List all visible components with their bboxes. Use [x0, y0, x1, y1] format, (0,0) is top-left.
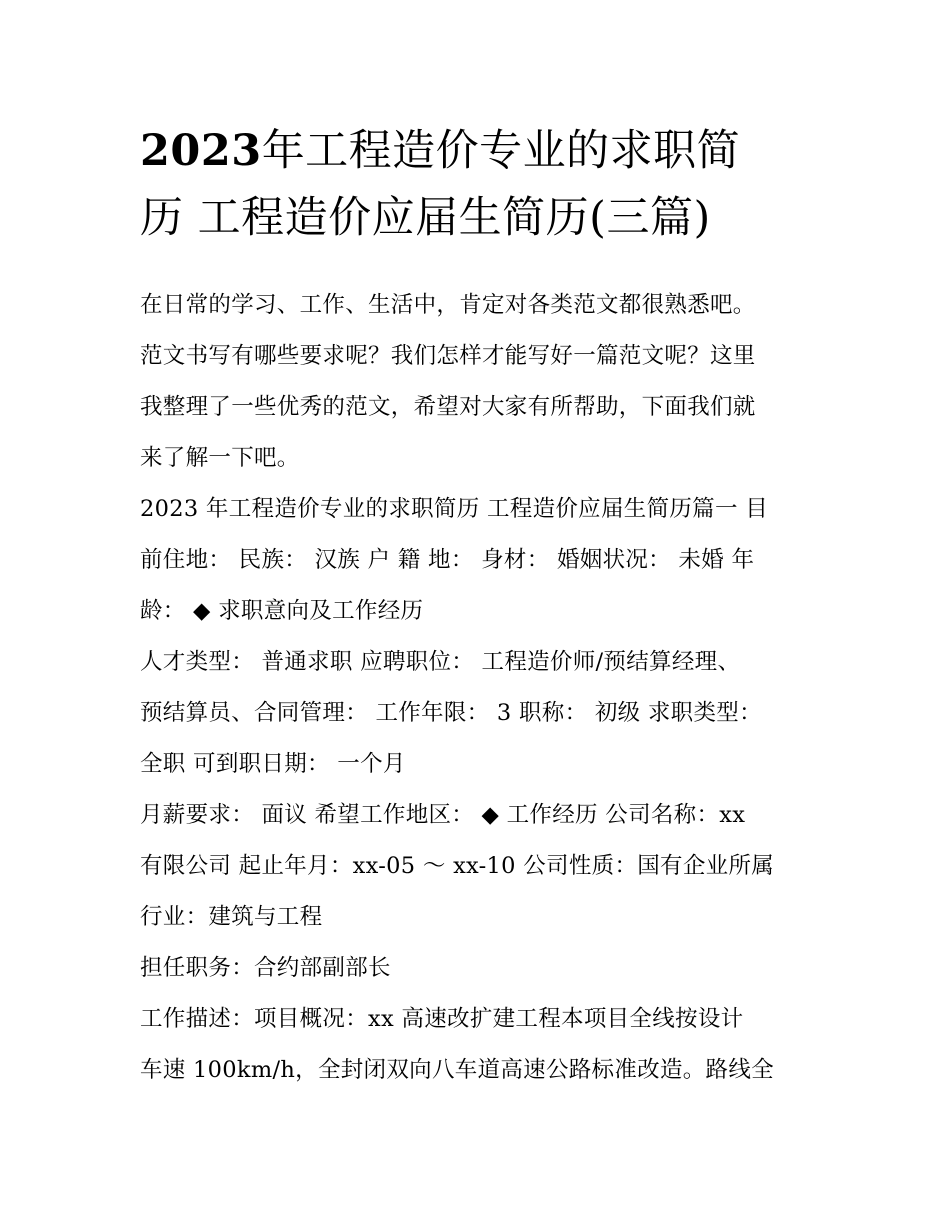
text-line: 车速 100km/h，全封闭双向八车道高速公路标准改造。路线全 [140, 1057, 774, 1083]
text-line: 担任职务：合约部副部长 [140, 955, 391, 981]
title-line-1-text: 年工程造价专业的求职简 [261, 126, 741, 176]
text-line: 有限公司 起止年月：xx-05 ～ xx-10 公司性质：国有企业所属 [140, 853, 775, 879]
paragraph-work-description [140, 994, 820, 1096]
paragraph-resume-header [140, 484, 820, 637]
title-line-2: 历 工程造价应届生简历(三篇) [140, 193, 711, 243]
paragraph-position [140, 943, 820, 994]
paragraph-intro [140, 280, 820, 484]
text-line: 我整理了一些优秀的范文，希望对大家有所帮助，下面我们就 [140, 394, 756, 420]
text-line: 龄： ◆ 求职意向及工作经历 [140, 598, 424, 624]
text-line: 范文书写有哪些要求呢？我们怎样才能写好一篇范文呢？这里 [140, 343, 756, 369]
text-line: 预结算员、合同管理： 工作年限： 3 职称： 初级 求职类型： [140, 700, 762, 726]
paragraph-job-intent [140, 637, 820, 790]
text-line: 月薪要求： 面议 希望工作地区： ◆ 工作经历 公司名称：xx [140, 802, 746, 828]
text-line: 前住地： 民族： 汉族 户 籍 地： 身材： 婚姻状况： 未婚 年 [140, 547, 755, 573]
text-line: 全职 可到职日期： 一个月 [140, 751, 406, 777]
title-line-1 [140, 118, 820, 185]
text-line: 工作描述：项目概况：xx 高速改扩建工程本项目全线按设计 [140, 1006, 744, 1032]
title-year: 2023 [140, 126, 262, 176]
text-line: 来了解一下吧。 [140, 445, 300, 471]
text-line: 行业：建筑与工程 [140, 904, 323, 930]
document-body [140, 280, 820, 1096]
text-line: 2023 年工程造价专业的求职简历 工程造价应届生简历篇一 目 [140, 496, 769, 522]
text-line: 在日常的学习、工作、生活中，肯定对各类范文都很熟悉吧。 [140, 292, 756, 318]
paragraph-work-history [140, 790, 820, 943]
text-line: 人才类型： 普通求职 应聘职位： 工程造价师/预结算经理、 [140, 649, 741, 675]
document-title [140, 118, 820, 252]
